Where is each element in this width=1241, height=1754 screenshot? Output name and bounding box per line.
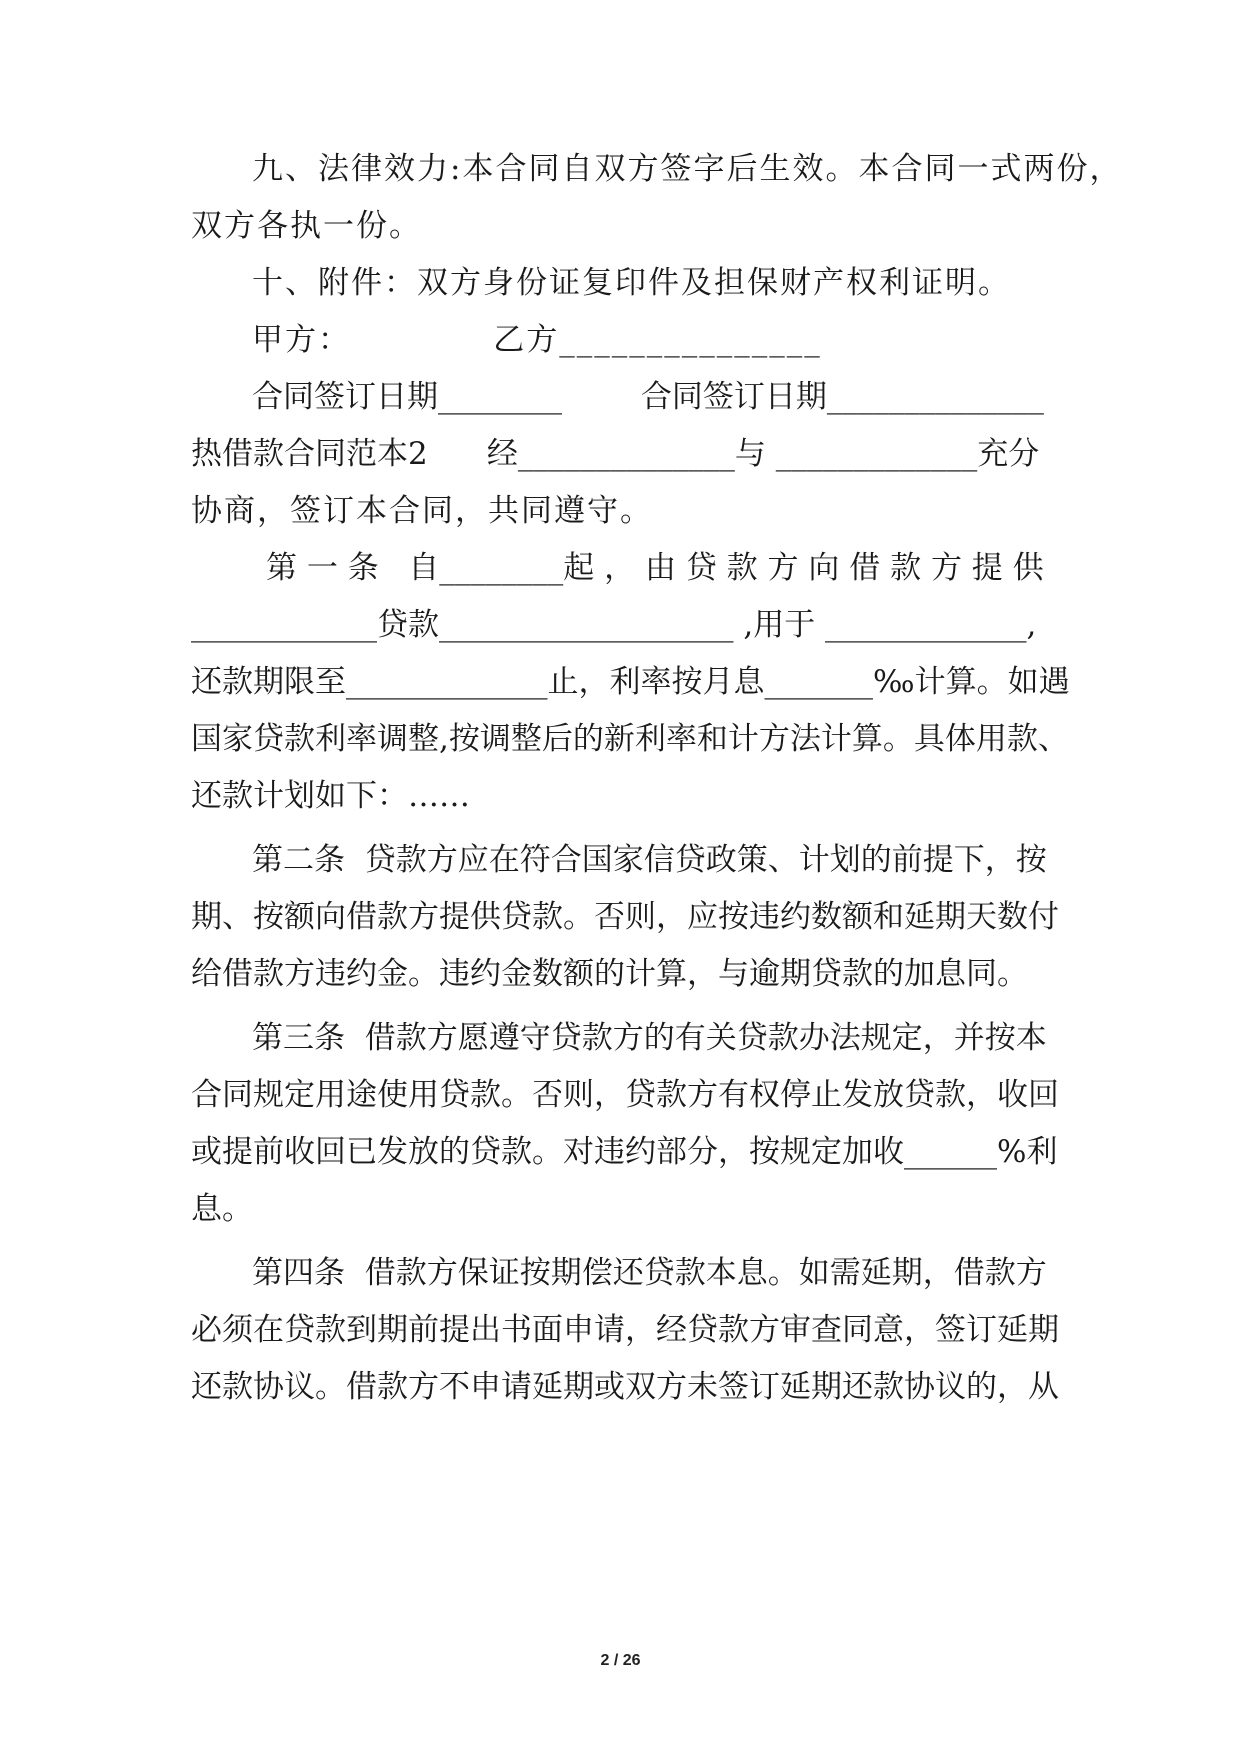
text-line: 息。 <box>191 1191 253 1227</box>
text-line: 热借款合同范本2 经______________与 _____________充分 <box>191 436 1040 472</box>
text-line: ____________贷款___________________ ,用于 _____________, <box>191 607 1037 643</box>
text-line: 第二条 贷款方应在符合国家信贷政策、计划的前提下，按 <box>252 842 1047 878</box>
text-line: 第 一 条 自________起 ， 由 贷 款 方 向 借 款 方 提 供 <box>266 550 1044 586</box>
text-line: 还款计划如下：…… <box>191 778 470 814</box>
text-line: 双方各执一份。 <box>191 208 422 244</box>
text-line: 必须在贷款到期前提出书面申请，经贷款方审查同意，签订延期 <box>191 1312 1059 1348</box>
text-line: 还款协议。借款方不申请延期或双方未签订延期还款协议的，从 <box>191 1369 1059 1405</box>
page-number: 2 / 26 <box>600 1652 641 1669</box>
text-line: 第三条 借款方愿遵守贷款方的有关贷款办法规定，并按本 <box>252 1020 1047 1056</box>
text-line: 还款期限至_____________止，利率按月息_______‰计算。如遇 <box>191 664 1070 700</box>
text-line: 或提前收回已发放的贷款。对违约部分，按规定加收______%利 <box>191 1134 1058 1170</box>
text-line: 十、附件：双方身份证复印件及担保财产权利证明。 <box>252 265 1011 301</box>
text-line: 合同规定用途使用贷款。否则，贷款方有权停止发放贷款，收回 <box>191 1077 1059 1113</box>
text-line: 九、法律效力:本合同自双方签字后生效。本合同一式两份， <box>252 151 1123 187</box>
text-line: 给借款方违约金。违约金数额的计算，与逾期贷款的加息同。 <box>191 956 1028 992</box>
text-line: 协商，签订本合同，共同遵守。 <box>191 493 653 529</box>
text-line: 期、按额向借款方提供贷款。否则，应按违约数额和延期天数付 <box>191 899 1059 935</box>
text-line: 合同签订日期________ 合同签订日期______________ <box>252 379 1044 415</box>
text-line: 第四条 借款方保证按期偿还贷款本息。如需延期，借款方 <box>252 1255 1047 1291</box>
text-line: 甲方： 乙方_______________ <box>252 322 822 358</box>
text-line: 国家贷款利率调整,按调整后的新利率和计方法计算。具体用款、 <box>191 721 1069 757</box>
